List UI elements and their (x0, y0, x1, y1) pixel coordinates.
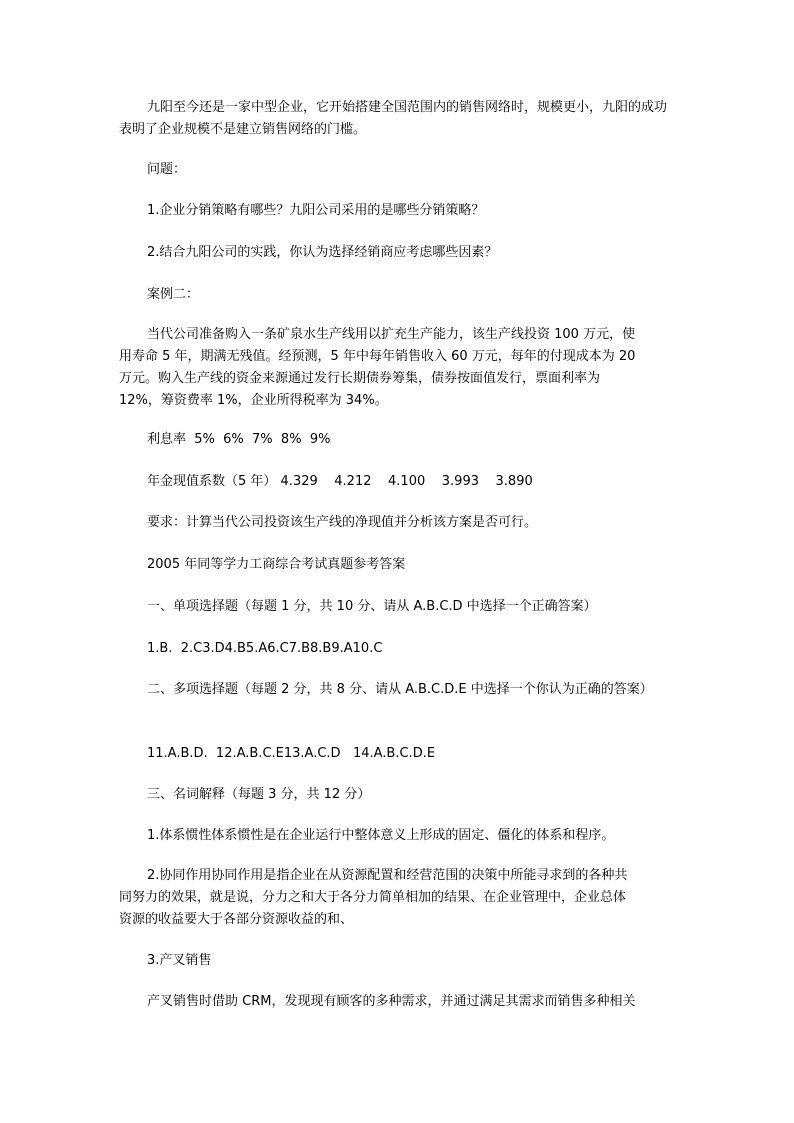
term-3-text: 产叉销售时借助 CRM，发现现有顾客的多种需求，并通过满足其需求而销售多种相关 (147, 994, 636, 1009)
term-1: 1.体系惯性体系惯性是在企业运行中整体意义上形成的固定、僵化的体系和程序。 (147, 828, 615, 843)
answer-title: 2005 年同等学力工商综合考试真题参考答案 (147, 557, 406, 572)
section-multiple-choice: 二、多项选择题（每题 2 分，共 8 分、请从 A.B.C.D.E 中选择一个你认为正确的答案） (147, 682, 653, 697)
question-1: 1.企业分销策略有哪些？九阳公司采用的是哪些分销策略？ (147, 203, 485, 218)
term-3-heading: 3.产叉销售 (147, 953, 212, 968)
term-2-line-2: 同努力的效果，就是说，分力之和大于各分力简单相加的结果、在企业管理中，企业总体 (119, 890, 627, 905)
case-two-line-1: 当代公司准备购入一条矿泉水生产线用以扩充生产能力，该生产线投资 100 万元，使 (147, 327, 636, 342)
paragraph-jiuyang-scale: 九阳至今还是一家中型企业，它开始搭建全国范围内的销售网络时，规模更小，九阳的成功表明了企业规模不是建立销售网络的门槛。 (119, 100, 668, 137)
case-two-line-2: 用寿命 5 年，期满无残值。经预测，5 年中每年销售收入 60 万元，每年的付现成本为 20 (119, 349, 636, 364)
case-two-heading: 案例二： (147, 287, 200, 302)
case-two-line-4: 12%，筹资费率 1%，企业所得税率为 34%。 (119, 393, 388, 408)
interest-rate-row: 利息率 5% 6% 7% 8% 9% (147, 432, 331, 447)
annuity-factor-row: 年金现值系数（5 年） 4.329 4.212 4.100 3.993 3.890 (147, 474, 533, 489)
requirement-text: 要求：计算当代公司投资该生产线的净现值并分析该方案是否可行。 (147, 515, 538, 530)
question-heading: 问题： (147, 162, 187, 177)
section-single-choice: 一、单项选择题（每题 1 分，共 10 分、请从 A.B.C.D 中选择一个正确答案） (147, 599, 597, 614)
section-terms: 三、名词解释（每题 3 分，共 12 分） (147, 787, 371, 802)
single-choice-answers: 1.B. 2.C3.D4.B5.A6.C7.B8.B9.A10.C (147, 641, 383, 656)
term-2-line-1: 2.协同作用协同作用是指企业在从资源配置和经营范围的决策中所能寻求到的各种共 (147, 868, 628, 883)
case-two-line-3: 万元。购入生产线的资金来源通过发行长期债券筹集，债券按面值发行，票面利率为 (119, 371, 601, 386)
multiple-choice-answers: 11.A.B.D. 12.A.B.C.E13.A.C.D 14.A.B.C.D.E (147, 746, 436, 761)
question-2: 2.结合九阳公司的实践，你认为选择经销商应考虑哪些因素？ (147, 245, 498, 260)
term-2-line-3: 资源的收益要大于各部分资源收益的和、 (119, 912, 354, 927)
